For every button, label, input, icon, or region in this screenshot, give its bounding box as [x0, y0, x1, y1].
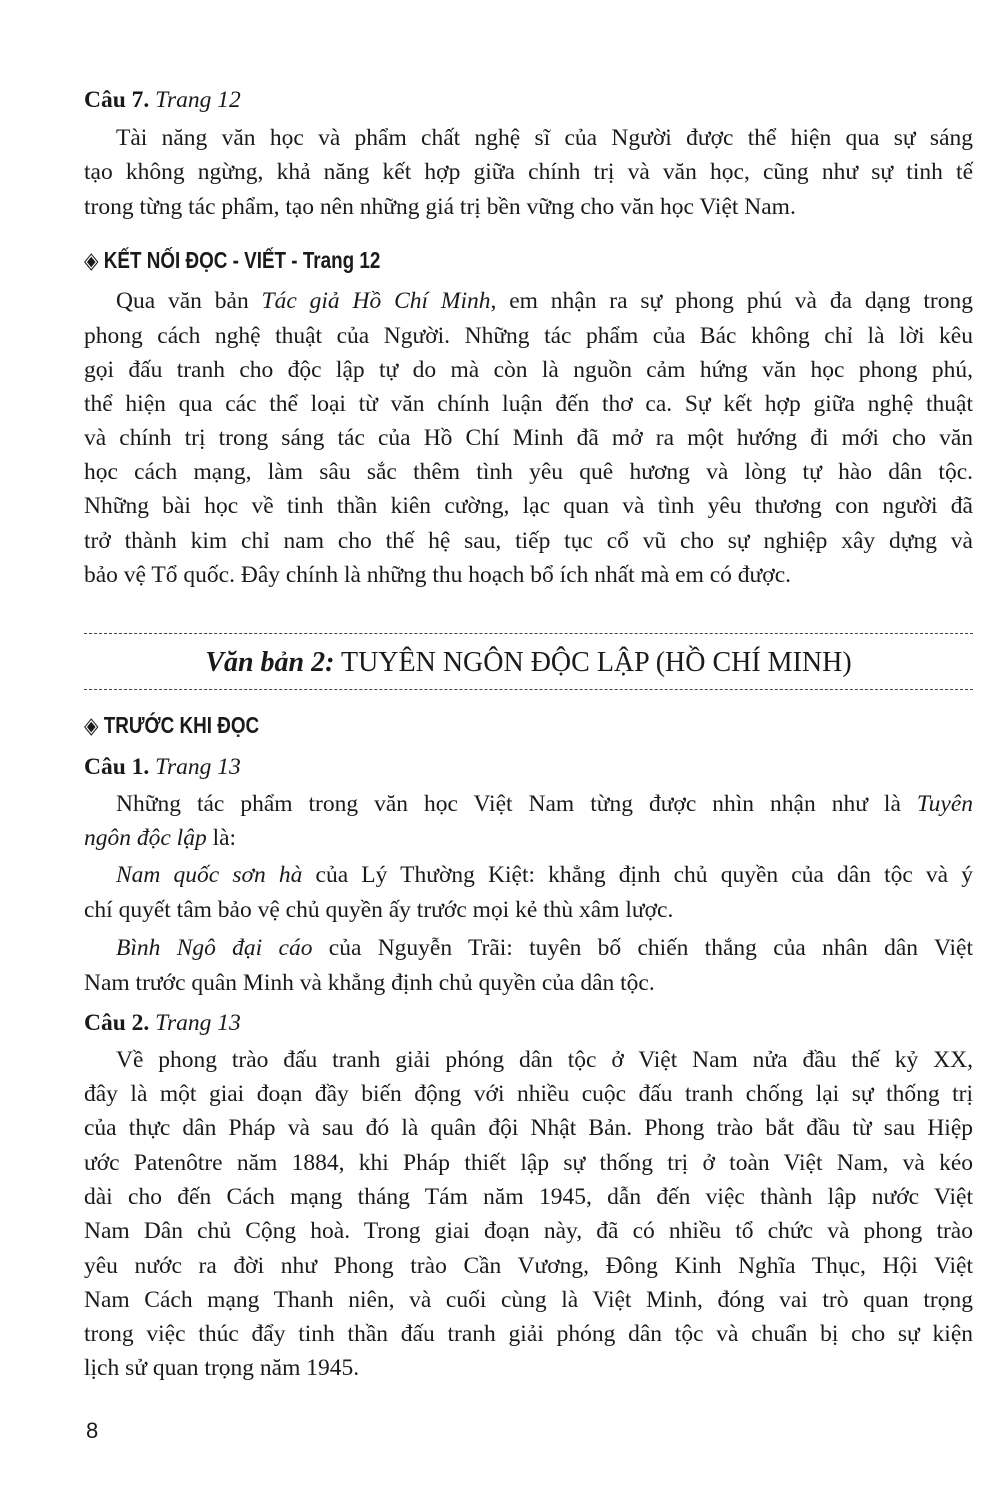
text-segment: trong từng tác phẩm, tạo nên những giá trị bền vững cho văn học Việt Nam.: [84, 194, 796, 220]
text-segment: Những bài học về tinh thần kiên cường, lạc quan và tình yêu thương con người đã: [84, 493, 973, 519]
text-segment: chí quyết tâm bảo vệ chủ quyền ấy trước mọi kẻ thù xâm lược.: [84, 897, 674, 923]
text-segment: Qua văn bản: [116, 288, 262, 314]
text-segment: Những tác phẩm trong văn học Việt Nam từng được nhìn nhận như là: [116, 791, 917, 817]
text-segment: là:: [206, 825, 237, 851]
italic-text: Trang 13: [155, 754, 241, 780]
text-line: [84, 455, 973, 489]
text-line: [116, 1043, 973, 1077]
text-segment: gọi đấu tranh cho độc lập tự do mà còn là nguồn cảm hứng văn học phong phú,: [84, 357, 973, 383]
text-line: [84, 1214, 973, 1248]
text-segment: Câu 2.: [84, 1010, 156, 1036]
text-line: [84, 489, 973, 523]
text-line: [116, 787, 973, 821]
text-line: [84, 190, 973, 224]
text-line: [84, 1317, 973, 1351]
text-segment: lịch sử quan trọng năm 1945.: [84, 1355, 360, 1381]
text-line: [84, 966, 973, 1000]
text-line: [116, 858, 973, 892]
text-segment: Tài năng văn học và phẩm chất nghệ sĩ của Người được thể hiện qua sự sáng: [116, 125, 973, 151]
italic-text: Tác giả Hồ Chí Minh: [261, 288, 491, 314]
text-line: [84, 558, 973, 592]
section-title: [84, 643, 973, 683]
text-segment: đây là một giai đoạn đầy biến động với nhiều cuộc đấu tranh chống lại sự thống trị: [84, 1081, 973, 1107]
text-line: [84, 1077, 973, 1111]
text-line: [84, 1283, 973, 1317]
page-number: 8: [86, 1418, 99, 1443]
divider-top: [84, 633, 973, 634]
text-line: [84, 353, 973, 387]
text-segment: của thực dân Pháp và sau đó là quân đội Nhật Bản. Phong trào bắt đầu từ sau Hiệp: [84, 1115, 973, 1141]
text-segment: Câu 1.: [84, 754, 156, 780]
text-line: [116, 284, 973, 318]
italic-text: ngôn độc lập: [84, 825, 207, 851]
text-segment: trở thành kim chỉ nam cho thế hệ sau, tiếp tục cổ vũ cho sự nghiệp xây dựng và: [84, 528, 973, 554]
italic-text: Tuyên: [916, 791, 973, 817]
italic-text: Bình Ngô đại cáo: [116, 935, 313, 961]
text-line: [116, 931, 973, 965]
text-line: [84, 421, 973, 455]
question-label: [84, 1006, 973, 1040]
question-label: [84, 83, 973, 117]
text-segment: Nam Cách mạng Thanh niên, và cuối cùng là Việt Minh, đóng vai trò quan trọng: [84, 1287, 973, 1313]
text-line: [84, 1111, 973, 1145]
text-line: [116, 121, 973, 155]
text-segment: dài cho đến Cách mạng tháng Tám năm 1945, dẫn đến việc thành lập nước Việt: [84, 1184, 973, 1210]
text-segment: trong việc thúc đẩy tinh thần đấu tranh giải phóng dân tộc và chuẩn bị cho sự kiện: [84, 1321, 973, 1347]
text-segment: phong cách nghệ thuật của Người. Những tác phẩm của Bác không chỉ là lời kêu: [84, 323, 973, 349]
text-segment: , em nhận ra sự phong phú và đa dạng trong: [490, 288, 973, 314]
text-segment: học cách mạng, làm sâu sắc thêm tình yêu quê hương và lòng tự hào dân tộc.: [84, 459, 973, 485]
text-segment: Về phong trào đấu tranh giải phóng dân tộc ở Việt Nam nửa đầu thế kỷ XX,: [116, 1047, 973, 1073]
section-heading: ◈ KẾT NỐI ĐỌC - VIẾT - Trang 12: [84, 247, 381, 273]
text-line: [84, 387, 973, 421]
text-segment: Nam trước quân Minh và khẳng định chủ quyền của dân tộc.: [84, 970, 655, 996]
text-segment: và chính trị trong sáng tác của Hồ Chí Minh đã mở ra một hướng đi mới cho văn: [84, 425, 973, 451]
section-heading: ◈ TRƯỚC KHI ĐỌC: [84, 712, 260, 738]
text-segment: của Nguyễn Trãi: tuyên bố chiến thắng của nhân dân Việt: [312, 935, 973, 961]
divider-bottom: [84, 689, 973, 690]
question-label: [84, 750, 973, 784]
text-line: [84, 1146, 973, 1180]
text-segment: bảo vệ Tổ quốc. Đây chính là những thu hoạch bổ ích nhất mà em có được.: [84, 562, 792, 588]
text-segment: Câu 7.: [84, 87, 156, 113]
text-segment: yêu nước ra đời như Phong trào Cần Vương, Đông Kinh Nghĩa Thục, Hội Việt: [84, 1253, 973, 1279]
text-segment: Nam Dân chủ Cộng hoà. Trong giai đoạn này, đã có nhiều tổ chức và phong trào: [84, 1218, 973, 1244]
text-line: [84, 893, 973, 927]
text-line: [84, 1249, 973, 1283]
text-line: [84, 821, 973, 855]
section-title-main: TUYÊN NGÔN ĐỘC LẬP (HỒ CHÍ MINH): [334, 647, 852, 678]
italic-text: Nam quốc sơn hà: [116, 862, 303, 888]
text-line: [84, 524, 973, 558]
text-line: [84, 319, 973, 353]
text-line: [84, 1351, 973, 1385]
italic-text: Trang 12: [155, 87, 241, 113]
text-segment: tạo không ngừng, khả năng kết hợp giữa chính trị và văn học, cũng như sự tinh tế: [84, 159, 973, 185]
text-segment: của Lý Thường Kiệt: khẳng định chủ quyền của dân tộc và ý: [302, 862, 973, 888]
section-title-lead: Văn bản 2:: [205, 647, 335, 678]
text-line: [84, 1180, 973, 1214]
text-segment: thể hiện qua các thể loại từ văn chính luận đến thơ ca. Sự kết hợp giữa nghệ thuật: [84, 391, 973, 417]
text-segment: ước Patenôtre năm 1884, khi Pháp thiết lập sự thống trị ở toàn Việt Nam, và kéo: [84, 1150, 973, 1176]
italic-text: Trang 13: [155, 1010, 241, 1036]
text-line: [84, 155, 973, 189]
